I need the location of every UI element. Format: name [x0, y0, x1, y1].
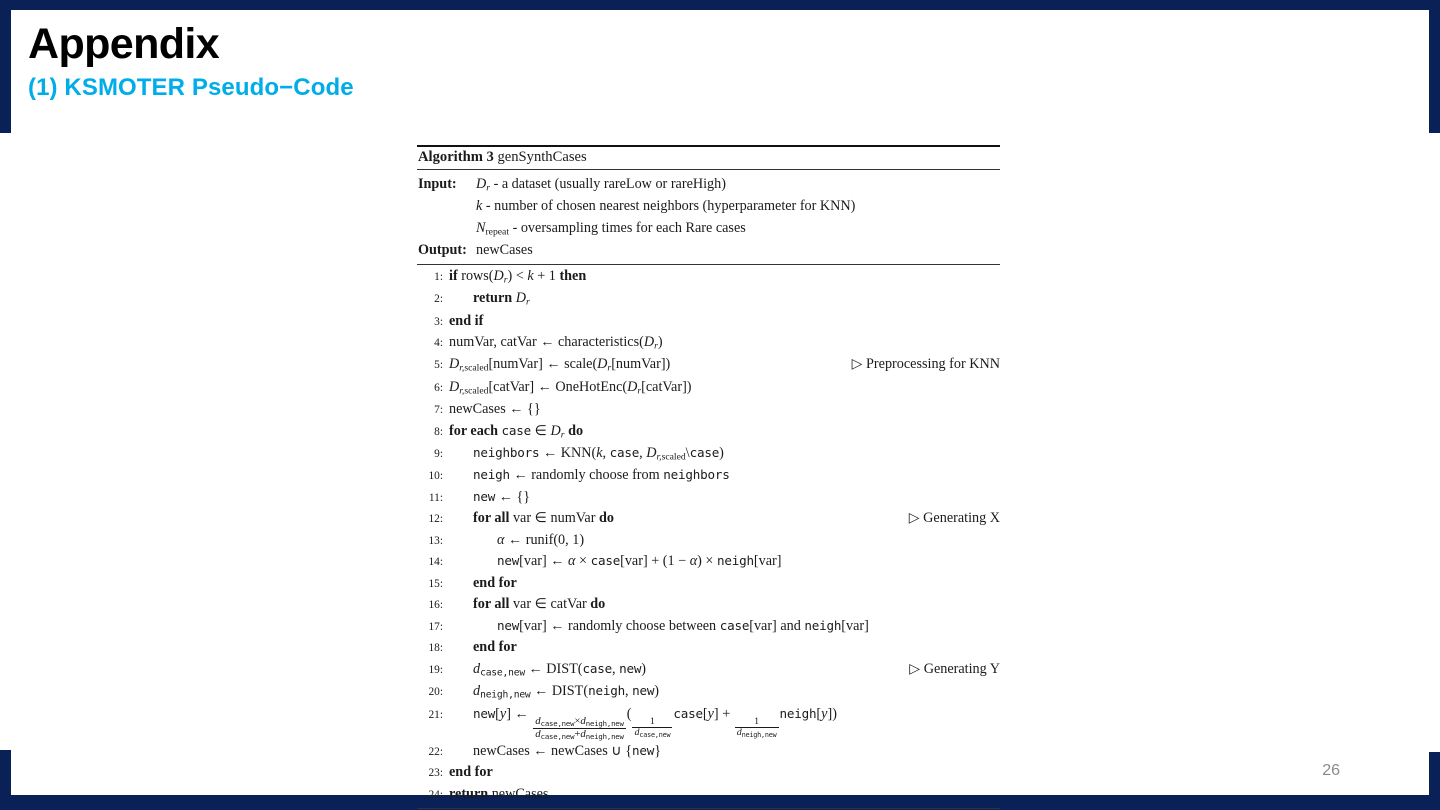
- line-comment-5: ▷ Preprocessing for KNN: [851, 356, 1000, 373]
- algorithm-line-23: [417, 762, 1000, 784]
- algorithm-input-row-1: [418, 174, 1000, 196]
- line-body: newCases ← newCases ∪ {new}: [473, 742, 662, 759]
- algorithm-title-row: [417, 147, 1000, 169]
- line-number: 15:: [428, 577, 443, 590]
- algorithm-line-18: [417, 637, 1000, 659]
- line-body: $Dr,_{scaled}[catVar]$ ← OneHotEnc(Dr[catVar]): [449, 378, 692, 397]
- line-number: 1:: [434, 270, 443, 283]
- line-number: 2:: [434, 293, 443, 306]
- algorithm-line-21: [417, 704, 1000, 741]
- line-number: 19:: [428, 663, 443, 676]
- line-body: new ← {}: [473, 488, 531, 505]
- algorithm-line-5: [417, 354, 1000, 376]
- line-number: 22:: [428, 745, 443, 758]
- output-label: Output:: [418, 242, 467, 259]
- line-number: 7:: [434, 404, 443, 417]
- algorithm-line-15: [417, 573, 1000, 595]
- algorithm-line-22: [417, 741, 1000, 763]
- line-comment-19: ▷ Generating Y: [909, 660, 1000, 677]
- line-number: 12:: [428, 513, 443, 526]
- line-number: 16:: [428, 599, 443, 612]
- line-number: 20:: [428, 686, 443, 699]
- line-body: return newCases: [449, 785, 549, 802]
- frame-bar-left-upper: [0, 0, 11, 133]
- line-body: neighbors ← KNN(k, case, $Dr,_{scaled}\backslash case$): [473, 444, 724, 463]
- algorithm-line-1: [417, 266, 1000, 288]
- page-title: Appendix: [28, 20, 220, 68]
- line-number: 23:: [428, 767, 443, 780]
- line-number: 8:: [434, 425, 443, 438]
- line-number: 3:: [434, 315, 443, 328]
- input-value-1: Dr - a dataset (usually rareLow or rareHigh): [476, 176, 726, 194]
- algorithm-line-19: [417, 659, 1000, 681]
- line-number: 11:: [428, 491, 443, 504]
- line-number: 21:: [428, 708, 443, 721]
- frame-bar-top: [0, 0, 1440, 10]
- line-number: 18:: [428, 642, 443, 655]
- line-body: return Dr: [473, 290, 530, 308]
- line-body: for each case ∈ Dr do: [449, 422, 584, 441]
- algorithm-line-12: [417, 508, 1000, 530]
- page-subtitle: (1) KSMOTER Pseudo−Code: [28, 74, 354, 102]
- algorithm-input-row-2: [418, 196, 1000, 218]
- algorithm-line-9: [417, 443, 1000, 465]
- line-body: $d_{neigh,new}$ ← DIST(neigh, new): [473, 683, 659, 701]
- input-value-3: $N_{repeat}$ - oversampling times for each Rare cases: [476, 219, 746, 238]
- algorithm-input-row-3: [418, 218, 1000, 240]
- line-number: 14:: [428, 556, 443, 569]
- line-body: end if: [449, 312, 484, 329]
- line-body: end for: [449, 764, 493, 781]
- line-number: 6:: [434, 381, 443, 394]
- algorithm-lines: [417, 265, 1000, 808]
- line-number: 17:: [428, 620, 443, 633]
- line-number: 10:: [428, 470, 443, 483]
- algorithm-line-17: [417, 616, 1000, 638]
- algorithm-line-24: [417, 784, 1000, 806]
- algorithm-io-block: [417, 170, 1000, 264]
- algorithm-line-10: [417, 465, 1000, 487]
- line-body: for all var ∈ catVar do: [473, 596, 606, 613]
- algorithm-block: [417, 145, 1000, 809]
- output-value-1: newCases: [476, 242, 533, 259]
- line-number: 5:: [434, 359, 443, 372]
- input-label: Input:: [418, 176, 457, 192]
- line-number: 24:: [428, 788, 443, 801]
- line-body: end for: [473, 639, 517, 656]
- algorithm-label: Algorithm 3: [418, 149, 494, 165]
- input-value-2: k - number of chosen nearest neighbors (hyperparameter for KNN): [476, 198, 856, 215]
- algorithm-output-row: [418, 240, 1000, 262]
- line-body: end for: [473, 574, 517, 591]
- line-body: neigh ← randomly choose from neighbors: [473, 467, 730, 484]
- algorithm-line-8: [417, 421, 1000, 443]
- algorithm-name: genSynthCases: [497, 149, 587, 165]
- line-body: α ← runif(0, 1): [497, 531, 585, 548]
- line-body: newCases ← {}: [449, 401, 541, 418]
- line-body: new[var] ← randomly choose between case[var] and neigh[var]: [497, 617, 869, 634]
- algorithm-line-14: [417, 551, 1000, 573]
- frame-bar-right-upper: [1429, 0, 1440, 133]
- line-number: 4:: [434, 337, 443, 350]
- line-body: new[y] ← $\frac{d_{case,new}\times d_{neigh,new}}{d_{case,new}+d_{neigh,new}}$ ( $\frac{1}{d_{case,new}}$ case[y] + $\frac{1}{d_{neigh,new}}$ neigh[y]): [473, 705, 837, 742]
- algorithm-line-3: [417, 311, 1000, 333]
- line-body: new[var] ← α × case[var] + (1 − α) × neigh[var]: [497, 553, 782, 570]
- line-body: $d_{case,new}$ ← DIST(case, new): [473, 660, 646, 679]
- slide-heading: [28, 20, 354, 103]
- algorithm-line-6: [417, 377, 1000, 399]
- algorithm-bottom-rule: [417, 808, 1000, 809]
- algorithm-line-7: [417, 399, 1000, 421]
- line-comment-12: ▷ Generating X: [908, 510, 1000, 527]
- algorithm-line-20: [417, 681, 1000, 703]
- algorithm-line-11: [417, 487, 1000, 509]
- algorithm-line-16: [417, 594, 1000, 616]
- algorithm-line-2: [417, 288, 1000, 310]
- line-body: $Dr,_{scaled}[numVar]$ ← scale(Dr[numVar]): [449, 356, 671, 375]
- page-number: 26: [1322, 762, 1340, 779]
- line-body: for all var ∈ numVar do: [473, 510, 614, 527]
- line-body: if rows(Dr) < k + 1 then: [449, 267, 587, 286]
- algorithm-line-4: [417, 332, 1000, 354]
- line-number: 13:: [428, 534, 443, 547]
- line-number: 9:: [434, 447, 443, 460]
- algorithm-line-13: [417, 530, 1000, 552]
- line-body: numVar, catVar ← characteristics(Dr): [449, 334, 663, 352]
